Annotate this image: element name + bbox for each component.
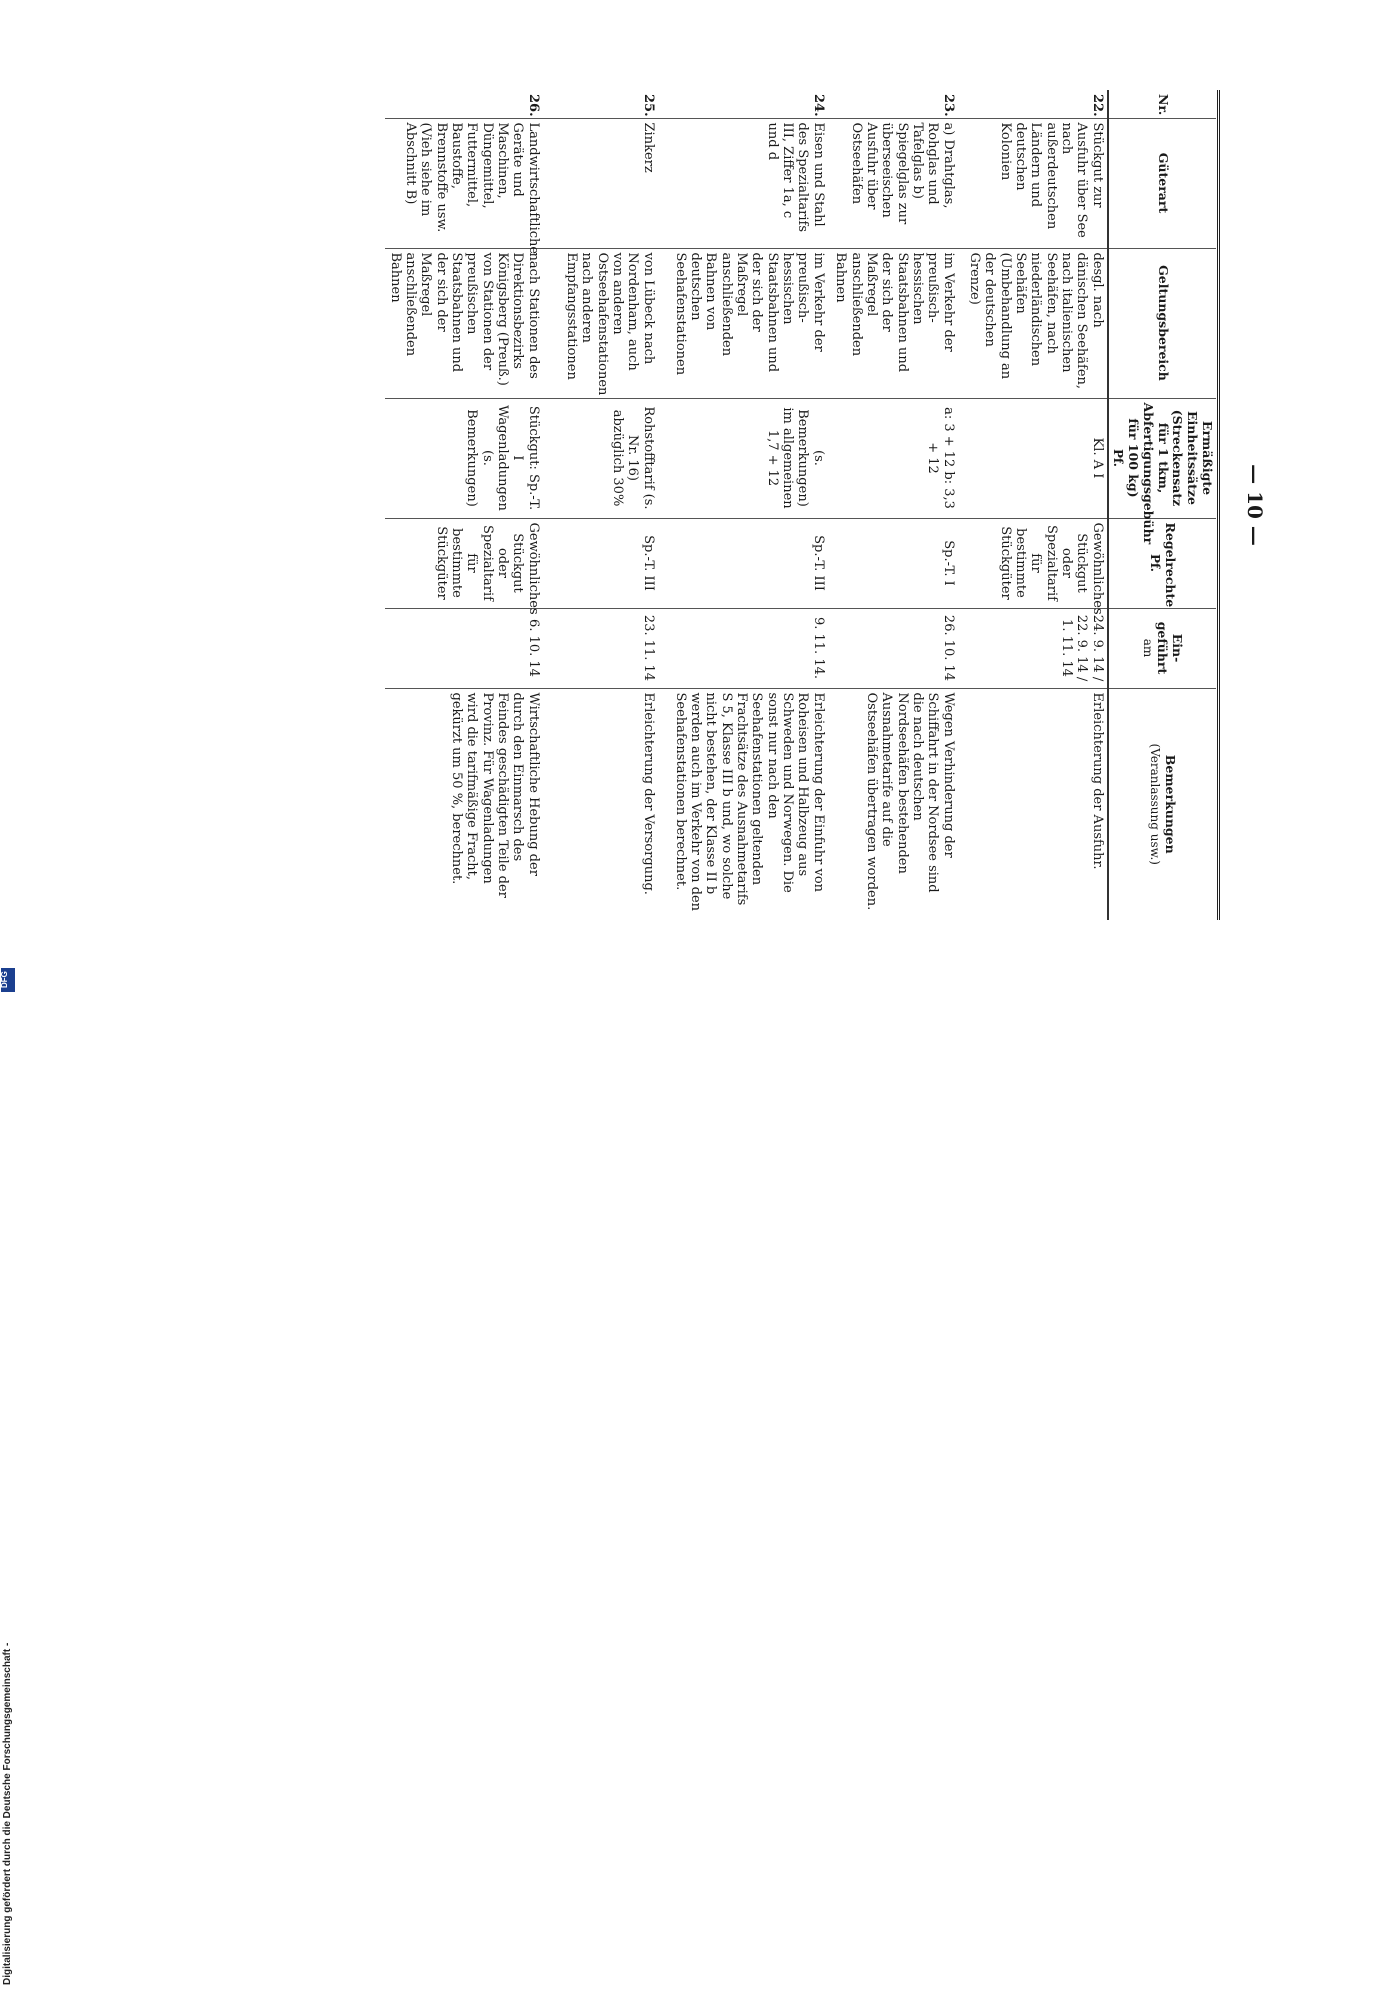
tariff-table (385, 90, 1216, 920)
header-ermaessigte-label: Ermäßigte Einheitssätze (Streckensatz für 1 tkm, Abfertigungsgebühr für 100 kg) (1126, 402, 1215, 545)
table-row (543, 90, 658, 920)
header-regelrechte-label: Regelrechte (1163, 522, 1179, 608)
row-geltungsbereich: im Verkehr der preußisch-hessischen Staatsbahnen und der sich der Maßregel anschließenden Bahnen von deutschen Seehafenstationen (658, 248, 828, 398)
row-eingefuehrt: 24. 9. 14 / 22. 9. 14 / 1. 11. 14 (958, 608, 1108, 688)
row-geltungsbereich: im Verkehr der preußisch-hessischen Staatsbahnen und der sich der Maßregel anschließenden Bahnen (828, 248, 958, 398)
row-nr: 25. (640, 94, 656, 117)
header-regelrechte (1108, 518, 1216, 608)
row-gueterart: Landwirtschaftliche Geräte und Maschinen, Düngemittel, Futtermittel, Baustoffe, Brennstoffe usw. (Vieh siehe im Abschnitt B) (385, 118, 542, 248)
row-nr: 23. (940, 94, 956, 117)
header-am: am (1140, 638, 1155, 658)
digitization-note (0, 995, 16, 1995)
row-bemerkungen: Erleichterung der Versorgung. (543, 688, 658, 920)
table-row (658, 90, 828, 920)
row-eingefuehrt: 23. 11. 14 (543, 608, 658, 688)
header-nr: Nr. (1108, 90, 1216, 118)
header-eingefuehrt-label: Ein-geführt (1155, 621, 1186, 675)
header-unit-pf: Pf. (1111, 449, 1126, 467)
header-row (1108, 90, 1216, 920)
row-gueterart: a) Drahtglas, Rohglas und Tafelglas b) Spiegelglas zur überseeischen Ausfuhr über Ostseehäfen (828, 118, 958, 248)
header-ermaessigte (1108, 398, 1216, 545)
row-gueterart: Zinkerz (543, 118, 658, 248)
table-row (828, 90, 958, 920)
row-ermaessigte: Stückgut: Sp.-T. I Wagenladungen (s. Bemerkungen) (385, 398, 542, 518)
row-eingefuehrt: 6. 10. 14 (385, 608, 542, 688)
row-bemerkungen: Erleichterung der Ausfuhr. (958, 688, 1108, 920)
row-gueterart: Eisen und Stahl des Spezialtarifs III, Ziffer 1a, c und d (658, 118, 828, 248)
row-nr: 22. (1089, 94, 1105, 117)
row-bemerkungen: Wegen Verhinderung der Schiffahrt in der Nordsee sind die nach deutschen Nordseehäfen bestehenden Ausnahmetarife auf die Ostseehäfen übertragen worden. (828, 688, 958, 920)
row-regelrechte: Sp.-T. I (828, 518, 958, 608)
header-unit-pf2: Pf. (1148, 554, 1163, 572)
row-geltungsbereich: von Lübeck nach Nordenham, auch von anderen Ostseehafenstationen nach anderen Empfangsstationen (543, 248, 658, 398)
header-eingefuehrt (1108, 608, 1216, 688)
header-gueterart: Güterart (1108, 118, 1216, 248)
row-regelrechte: Gewöhnliches Stückgut oder Spezialtarif für bestimmte Stückgüter (958, 518, 1108, 608)
row-bemerkungen: Erleichterung der Einfuhr von Roheisen und Halbzeug aus Schweden und Norwegen. Die sonst nur nach den Seehafenstationen geltenden Frachtsätze des Ausnahmetarifs S 5, Klasse III b und, wo solche nicht bestehen, der Klasse II b werden auch im Verkehr von den Seehafenstationen berechnet. (658, 688, 828, 920)
row-eingefuehrt: 26. 10. 14 (828, 608, 958, 688)
row-ermaessigte: a: 3 + 12 b: 3,3 + 12 (828, 398, 958, 518)
row-regelrechte: Sp.-T. III (658, 518, 828, 608)
row-gueterart: Stückgut zur Ausfuhr über See nach außerdeutschen Ländern und deutschen Kolonien (958, 118, 1108, 248)
row-nr: 26. (525, 94, 541, 117)
digitization-note-text: Digitalisierung gefördert durch die Deutsche Forschungsgemeinschaft - (2, 1642, 13, 1985)
row-ermaessigte: (s. Bemerkungen) im allgemeinen 1,7 + 12 (658, 398, 828, 518)
row-ermaessigte: Rohstofftarif (s. Nr. 16) abzüglich 30% (543, 398, 658, 518)
row-bemerkungen: Wirtschaftliche Hebung der durch den Einmarsch des Feindes geschädigten Teile der Provinz. Für Wagenladungen wird die tarifmäßige Fracht, gekürzt um 50 %, berechnet. (385, 688, 542, 920)
row-regelrechte: Gewöhnliches Stückgut oder Spezialtarif für bestimmte Stückgüter (385, 518, 542, 608)
row-geltungsbereich: nach Stationen des Direktionsbezirks Königsberg (Preuß.) von Stationen der preußischen Staatsbahnen und der sich der Maßregel anschließenden Bahnen (385, 248, 542, 398)
dfg-logo-icon: DFG (1, 968, 15, 992)
table-row (385, 90, 542, 920)
rotated-tariff-page (135, 90, 1267, 920)
header-bemerkungen-label: Bemerkungen (1162, 754, 1178, 854)
header-geltungsbereich: Geltungsbereich (1108, 248, 1216, 398)
header-rule (1217, 90, 1220, 920)
page-number: — 10 — (1243, 464, 1267, 546)
row-ermaessigte: Kl. A I (958, 398, 1108, 518)
row-eingefuehrt: 9. 11. 14. (658, 608, 828, 688)
table-row (958, 90, 1108, 920)
header-veranlassung: (Veranlassung usw.) (1148, 743, 1163, 865)
header-bemerkungen (1108, 688, 1216, 920)
row-geltungsbereich: desgl. nach dänischen Seehäfen, nach italienischen Seehäfen, nach niederländischen Seehäfen (Umbehandlung an der deutschen Grenze) (958, 248, 1108, 398)
row-nr: 24. (810, 94, 826, 117)
row-regelrechte: Sp.-T. III (543, 518, 658, 608)
